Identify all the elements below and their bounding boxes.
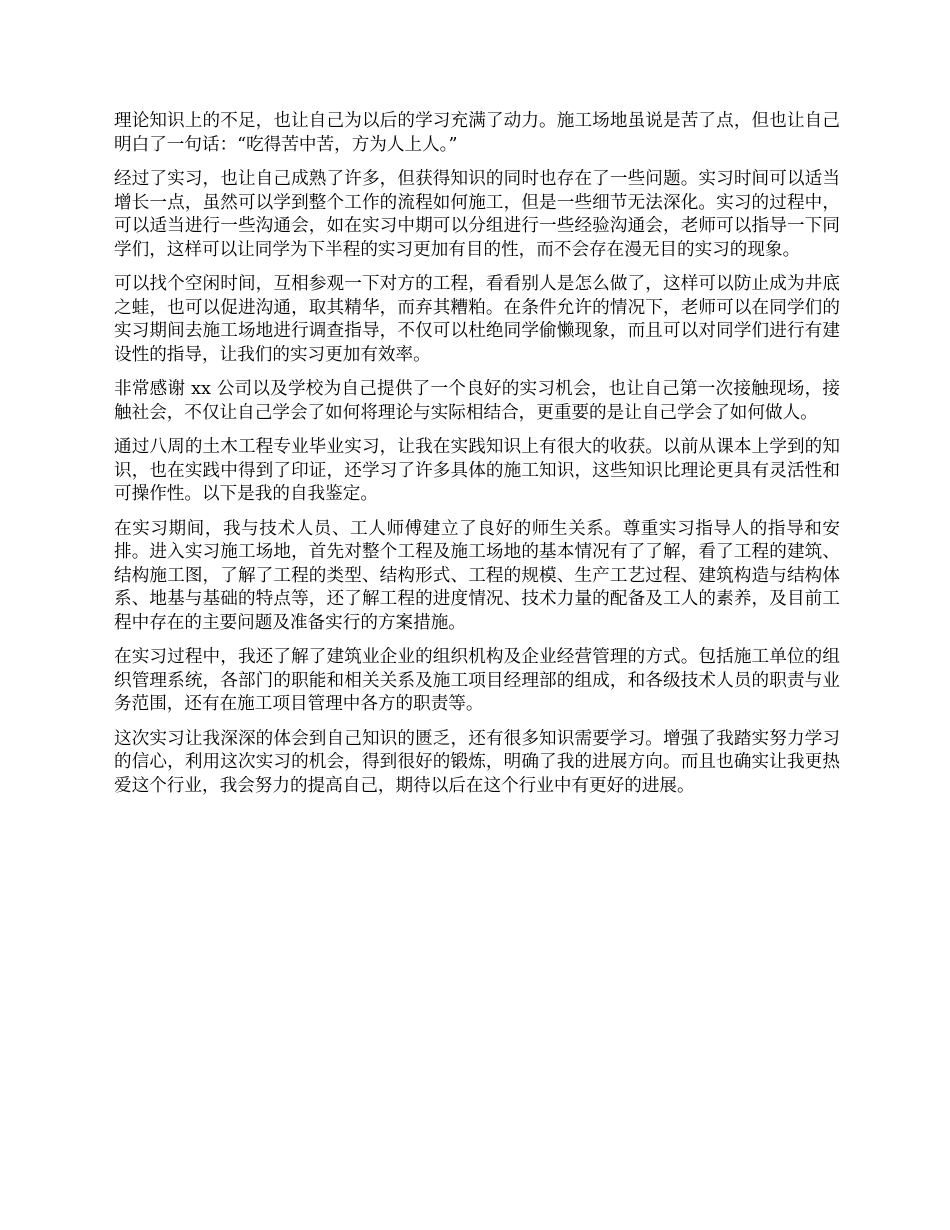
paragraph: 可以找个空闲时间，互相参观一下对方的工程，看看别人是怎么做了，这样可以防止成为井底之蛙，也可以促进沟通，取其精华，而弃其糟粕。在条件允许的情况下，老师可以在同学们的实习期间去施工场地进行调查指导，不仅可以杜绝同学偷懒现象，而且可以对同学们进行有建设性的指导，让我们的实习更加有效率。: [114, 274, 840, 365]
paragraph: 通过八周的土木工程专业毕业实习，让我在实践知识上有很大的收获。以前从课本上学到的知识，也在实践中得到了印证，还学习了许多具体的施工知识，这些知识比理论更具有灵活性和可操作性。以下是我的自我鉴定。: [114, 437, 840, 504]
paragraph: 理论知识上的不足，也让自己为以后的学习充满了动力。施工场地虽说是苦了点，但也让自己明白了一句话：“吃得苦中苦，方为人上人。”: [114, 111, 840, 155]
paragraph: 这次实习让我深深的体会到自己知识的匮乏，还有很多知识需要学习。增强了我踏实努力学习的信心，利用这次实习的机会，得到很好的锻炼，明确了我的进展方向。而且也确实让我更热爱这个行业，我会努力的提高自己，期待以后在这个行业中有更好的进展。: [114, 728, 840, 796]
paragraph: 在实习过程中，我还了解了建筑业企业的组织机构及企业经营管理的方式。包括施工单位的组织管理系统，各部门的职能和相关关系及施工项目经理部的组成，和各级技术人员的职责与业务范围，还有在施工项目管理中各方的职责等。: [114, 647, 840, 714]
paragraph: 在实习期间，我与技术人员、工人师傅建立了良好的师生关系。尊重实习指导人的指导和安排。进入实习施工场地，首先对整个工程及施工场地的基本情况有了了解，看了工程的建筑、结构施工图，了解了工程的类型、结构形式、工程的规模、生产工艺过程、建筑构造与结构体系、地基与基础的特点等，还了解工程的进度情况、技术力量的配备及工人的素养，及目前工程中存在的主要问题及准备实行的方案措施。: [114, 518, 840, 633]
paragraph: 经过了实习，也让自己成熟了许多，但获得知识的同时也存在了一些问题。实习时间可以适当增长一点，虽然可以学到整个工作的流程如何施工，但是一些细节无法深化。实习的过程中，可以适当进行一些沟通会，如在实习中期可以分组进行一些经验沟通会，老师可以指导一下同学们，这样可以让同学为下半程的实习更加有目的性，而不会存在漫无目的实习的现象。: [114, 169, 840, 260]
document-body: [114, 110, 840, 809]
paragraph: 非常感谢 xx 公司以及学校为自己提供了一个良好的实习机会，也让自己第一次接触现场，接触社会，不仅让自己学会了如何将理论与实际相结合，更重要的是让自己学会了如何做人。: [114, 379, 840, 423]
